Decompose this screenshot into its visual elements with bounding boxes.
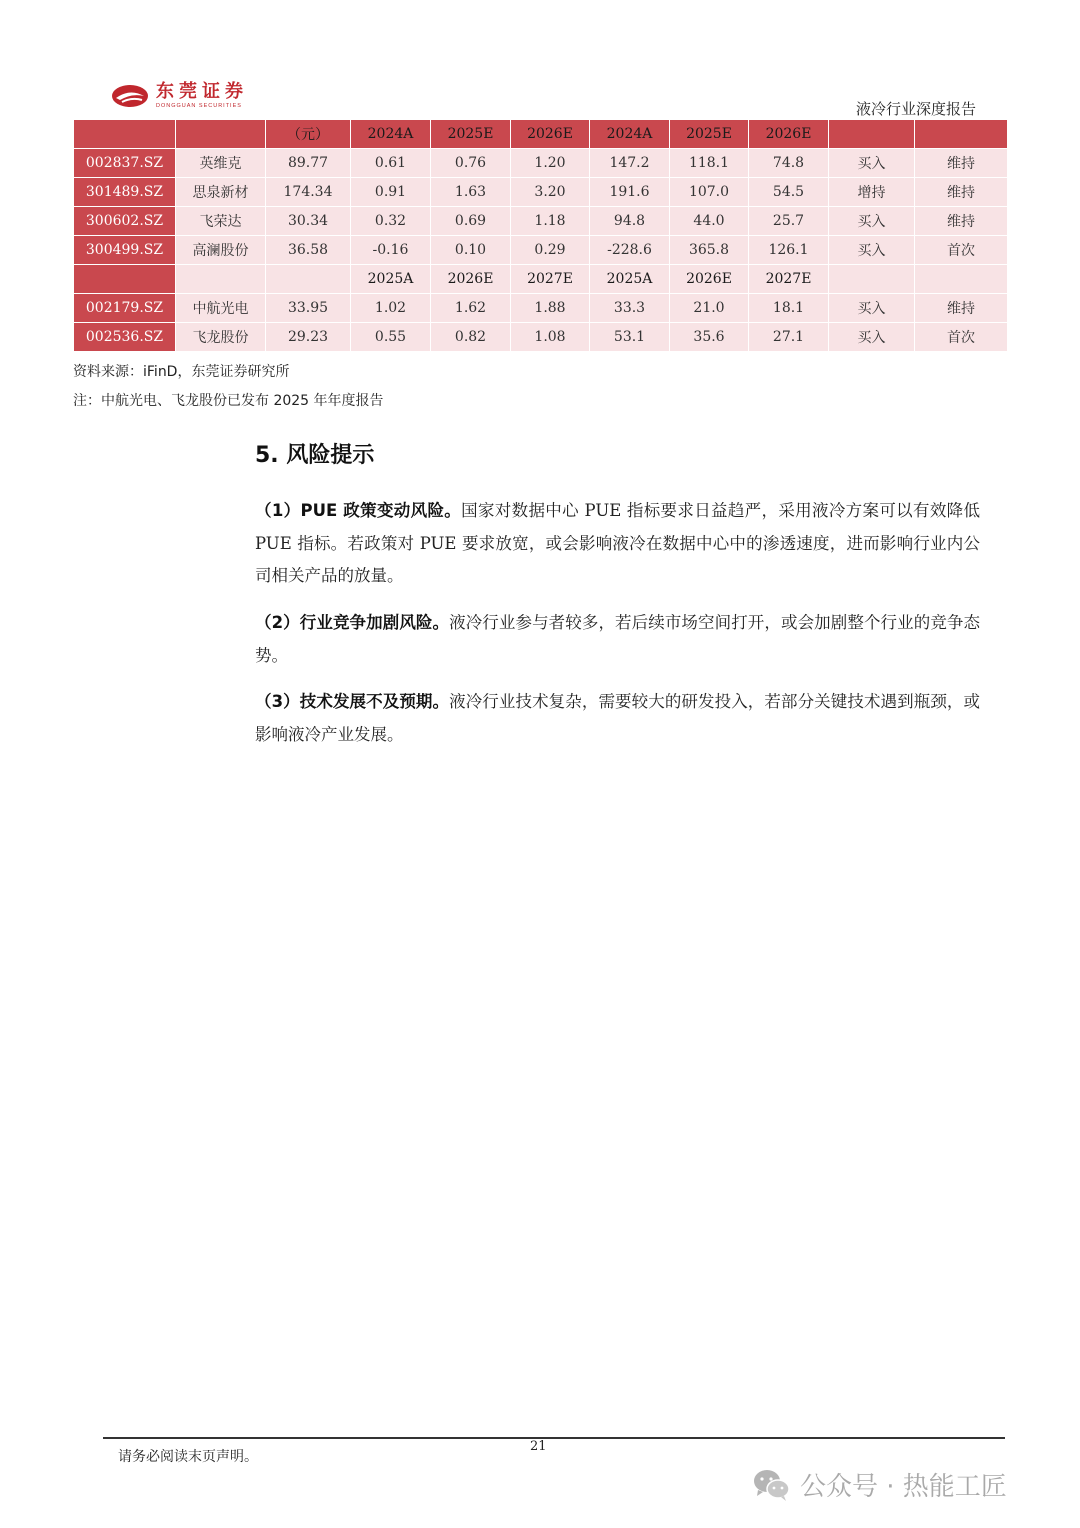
risk-paragraph — [255, 495, 980, 593]
table-cell: 147.2 — [590, 149, 670, 178]
stock-code-cell: 002837.SZ — [74, 149, 176, 178]
table-cell: 89.77 — [266, 149, 351, 178]
disclaimer-note: 请务必阅读末页声明。 — [118, 1449, 258, 1465]
table-cell: -228.6 — [590, 236, 670, 265]
table-header-row — [74, 120, 1008, 149]
page-header — [72, 80, 1006, 120]
company-logo — [110, 82, 248, 110]
table-cell: -0.16 — [351, 236, 431, 265]
table-row — [74, 207, 1008, 236]
table-sub-header-row — [74, 265, 1008, 294]
stock-code-cell: 301489.SZ — [74, 178, 176, 207]
dongguan-securities-logo-icon — [110, 82, 150, 110]
stock-code-cell: 300602.SZ — [74, 207, 176, 236]
header-cell: 2026E — [749, 120, 829, 149]
rating-cell: 买入 — [829, 294, 915, 323]
header-cell — [915, 265, 1008, 294]
table-row — [74, 236, 1008, 265]
rating-change-cell: 首次 — [915, 236, 1008, 265]
table-row — [74, 323, 1008, 352]
table-cell: 0.61 — [351, 149, 431, 178]
footer-divider — [103, 1437, 1005, 1439]
header-cell: 2024A — [351, 120, 431, 149]
table-cell: 21.0 — [670, 294, 749, 323]
table-cell: 0.32 — [351, 207, 431, 236]
stock-code-cell: 300499.SZ — [74, 236, 176, 265]
header-cell — [915, 120, 1008, 149]
risk-text: 国家对数据中心 PUE 指标要求日益趋严，采用液冷方案可以有效降低 PUE 指标。若政策对 PUE 要求放宽，或会影响液冷在数据中心中的渗透速度，进而影响行业内公司相关产品的放量。 — [255, 501, 980, 585]
table-cell: 0.82 — [431, 323, 511, 352]
header-cell — [176, 120, 266, 149]
risk-heading: （3）技术发展不及预期。 — [255, 692, 450, 711]
header-cell — [176, 265, 266, 294]
table-cell: 29.23 — [266, 323, 351, 352]
company-name-cell: 飞龙股份 — [176, 323, 266, 352]
table-cell: 0.76 — [431, 149, 511, 178]
table-cell: 118.1 — [670, 149, 749, 178]
page-number: 21 — [530, 1439, 547, 1454]
company-name-cell: 高澜股份 — [176, 236, 266, 265]
header-cell: 2024A — [590, 120, 670, 149]
header-cell: 2027E — [511, 265, 590, 294]
data-source-note: 资料来源：iFinD，东莞证券研究所 — [73, 364, 290, 380]
table-cell: 18.1 — [749, 294, 829, 323]
section-title: 5. 风险提示 — [255, 443, 375, 468]
table-cell: 126.1 — [749, 236, 829, 265]
risk-heading: （2）行业竞争加剧风险。 — [255, 613, 450, 632]
table-row — [74, 178, 1008, 207]
table-cell: 1.18 — [511, 207, 590, 236]
table-cell: 35.6 — [670, 323, 749, 352]
watermark — [752, 1466, 1007, 1503]
table-cell: 94.8 — [590, 207, 670, 236]
table-cell: 1.63 — [431, 178, 511, 207]
header-cell — [829, 120, 915, 149]
rating-change-cell: 维持 — [915, 149, 1008, 178]
watermark-text: 公众号 · 热能工匠 — [800, 1472, 1007, 1502]
header-cell: 2026E — [431, 265, 511, 294]
company-name-cell: 中航光电 — [176, 294, 266, 323]
table-notes — [73, 358, 384, 416]
table-cell: 36.58 — [266, 236, 351, 265]
table-cell: 0.55 — [351, 323, 431, 352]
header-cell: 2025A — [351, 265, 431, 294]
header-cell: 2025E — [431, 120, 511, 149]
table-cell: 1.88 — [511, 294, 590, 323]
rating-cell: 增持 — [829, 178, 915, 207]
rating-cell: 买入 — [829, 236, 915, 265]
header-cell: 2027E — [749, 265, 829, 294]
table-cell: 27.1 — [749, 323, 829, 352]
logo-chinese-name: 东莞证券 — [156, 81, 248, 102]
logo-english-name: DONGGUAN SECURITIES — [156, 103, 242, 109]
table-cell: 0.29 — [511, 236, 590, 265]
table-cell: 0.91 — [351, 178, 431, 207]
stock-code-cell: 002179.SZ — [74, 294, 176, 323]
rating-change-cell: 维持 — [915, 178, 1008, 207]
table-cell: 74.8 — [749, 149, 829, 178]
table-cell: 1.62 — [431, 294, 511, 323]
company-name-cell: 飞荣达 — [176, 207, 266, 236]
header-cell — [829, 265, 915, 294]
header-cell: 2025A — [590, 265, 670, 294]
table-cell: 54.5 — [749, 178, 829, 207]
risk-text: 液冷行业技术复杂，需要较大的研发投入，若部分关键技术遇到瓶颈，或影响液冷产业发展。 — [255, 692, 981, 744]
table-cell: 33.3 — [590, 294, 670, 323]
rating-cell: 买入 — [829, 323, 915, 352]
table-cell: 44.0 — [670, 207, 749, 236]
rating-change-cell: 维持 — [915, 294, 1008, 323]
table-cell: 1.02 — [351, 294, 431, 323]
rating-change-cell: 维持 — [915, 207, 1008, 236]
header-cell: 2026E — [670, 265, 749, 294]
risk-text: 液冷行业参与者较多，若后续市场空间打开，或会加剧整个行业的竞争态势。 — [255, 613, 981, 665]
risk-heading: （1）PUE 政策变动风险。 — [255, 501, 462, 520]
table-row — [74, 149, 1008, 178]
table-cell: 1.20 — [511, 149, 590, 178]
table-cell: 0.10 — [431, 236, 511, 265]
table-cell: 191.6 — [590, 178, 670, 207]
risk-paragraph — [255, 607, 980, 672]
risk-paragraph — [255, 686, 980, 751]
company-name-cell: 思泉新材 — [176, 178, 266, 207]
table-cell: 0.69 — [431, 207, 511, 236]
header-cell: 2025E — [670, 120, 749, 149]
header-cell: （元） — [266, 120, 351, 149]
header-cell — [74, 265, 176, 294]
table-cell: 53.1 — [590, 323, 670, 352]
company-name-cell: 英维克 — [176, 149, 266, 178]
header-cell — [266, 265, 351, 294]
footnote: 注：中航光电、飞龙股份已发布 2025 年年度报告 — [73, 393, 384, 409]
rating-cell: 买入 — [829, 149, 915, 178]
table-cell: 3.20 — [511, 178, 590, 207]
stock-code-cell: 002536.SZ — [74, 323, 176, 352]
rating-cell: 买入 — [829, 207, 915, 236]
wechat-icon — [752, 1468, 792, 1502]
table-cell: 107.0 — [670, 178, 749, 207]
valuation-table — [73, 119, 1008, 352]
table-cell: 33.95 — [266, 294, 351, 323]
table-cell: 365.8 — [670, 236, 749, 265]
header-cell: 2026E — [511, 120, 590, 149]
table-cell: 25.7 — [749, 207, 829, 236]
table-row — [74, 294, 1008, 323]
table-cell: 30.34 — [266, 207, 351, 236]
report-title: 液冷行业深度报告 — [855, 100, 976, 118]
table-cell: 174.34 — [266, 178, 351, 207]
rating-change-cell: 首次 — [915, 323, 1008, 352]
header-cell — [74, 120, 176, 149]
table-cell: 1.08 — [511, 323, 590, 352]
